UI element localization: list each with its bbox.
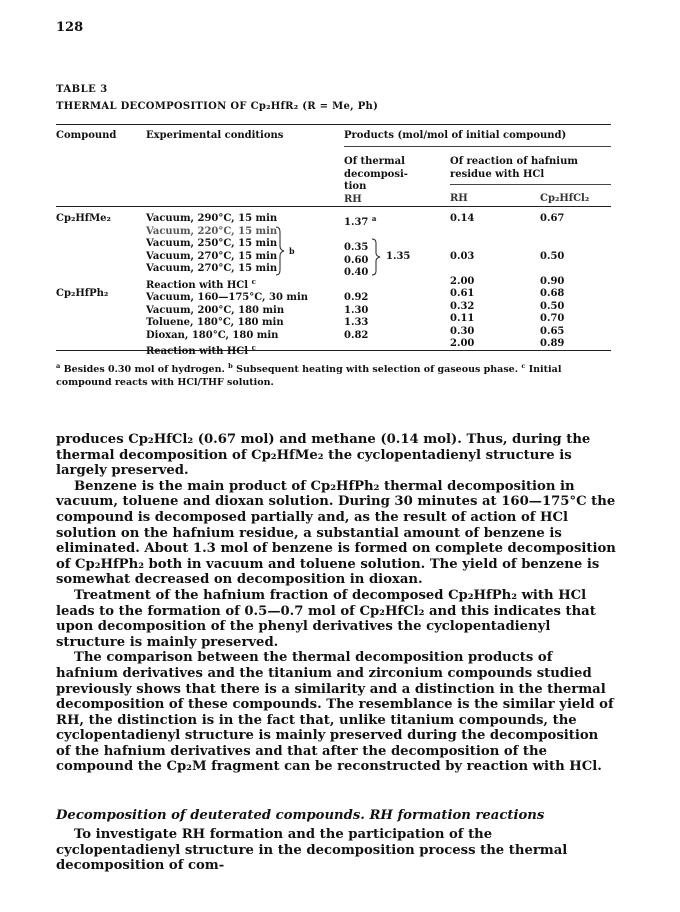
thermal-rh-value: 1.37: [344, 217, 369, 228]
header-compound: Compound: [56, 130, 117, 141]
thermal-rh-cell: 1.33: [344, 317, 369, 328]
header-thermal-rh: RH: [344, 193, 362, 205]
condition-row: [146, 342, 308, 359]
condition-row: Vacuum, 250°C, 15 min: [146, 238, 278, 249]
footnote-mark-c: c: [251, 276, 256, 286]
table-title: THERMAL DECOMPOSITION OF Cp₂HfR₂ (R = Me, Ph): [56, 101, 379, 112]
header-thermal-line3: tion: [344, 181, 367, 192]
compound-me: Cp₂HfMe₂: [56, 213, 111, 224]
hcl-cp2-cell: 0.65: [540, 325, 565, 337]
paragraph: The comparison between the thermal decomposition products of hafnium derivatives and the titanium and zirconium compounds studied previously shows that there is a similarity and a distinction in the thermal decomposition of these compounds. The resemblance is the similar yield of RH, the distinction is in the fact that, unlike titanium compounds, the cyclopentadienyl structure is mainly preserved during the decomposition of the hafnium derivatives and that after the decomposition of the compound the Cp₂M fragment can be reconstructed by reaction with HCl.: [56, 650, 614, 775]
hcl-rh-cell: [450, 238, 474, 251]
condition-text: Reaction with HCl: [146, 346, 249, 357]
hcl-cp2-cell: 0.70: [540, 313, 565, 324]
condition-row: Vacuum, 270°C, 15 min: [146, 250, 278, 262]
hcl-cp2-cell: 0.50: [540, 250, 565, 262]
paragraph: produces Cp₂HfCl₂ (0.67 mol) and methane (0.14 mol). Thus, during the thermal decomposition of Cp₂HfMe₂ the cyclopentadienyl structure is largely preserved.: [56, 432, 591, 479]
condition-row: Vacuum, 200°C, 180 min: [146, 304, 285, 316]
condition-row: Dioxan, 180°C, 180 min: [146, 329, 279, 341]
footnote-mark-b: b: [228, 362, 233, 370]
footnote-mark-a: a: [371, 214, 377, 223]
thermal-rh-cell: 1.30: [344, 304, 369, 316]
hcl-rh-column: [450, 213, 474, 351]
header-bottom-rule: [56, 206, 611, 207]
footnote-mark-a: a: [56, 362, 61, 370]
hcl-rh-cell: 0.30: [450, 325, 475, 337]
body-text-continued: [56, 827, 616, 874]
hcl-rh-cell: [450, 226, 474, 239]
header-conditions: Experimental conditions: [146, 130, 284, 141]
compound-ph: Cp₂HfPh₂: [56, 288, 109, 299]
condition-row: Vacuum, 270°C, 15 min: [146, 263, 278, 274]
condition-text: Reaction with HCl: [146, 279, 249, 291]
header-reaction-line1: Of reaction of hafnium: [450, 156, 578, 167]
hcl-cp2-cell: 0.67: [540, 213, 565, 224]
paragraph: To investigate RH formation and the participation of the cyclopentadienyl structure in the decomposition process the thermal decomposition of com-: [56, 827, 568, 874]
header-thermal: [344, 156, 408, 206]
footnote-a: Besides 0.30 mol of hydrogen.: [63, 364, 225, 375]
hcl-cp2-cell: 0.90: [540, 275, 565, 287]
header-cp2hfcl2: Cp₂HfCl₂: [540, 193, 590, 204]
hcl-rh-cell: 2.00: [450, 275, 475, 287]
header-thermal-line1: Of thermal: [344, 156, 405, 167]
page-number: 128: [56, 20, 84, 35]
section-heading: Decomposition of deuterated compounds. RH formation reactions: [56, 808, 545, 823]
hcl-cp2-cell: 0.68: [540, 288, 565, 299]
hcl-rh-cell: [450, 263, 474, 276]
reaction-rule: [450, 184, 611, 185]
thermal-rh-cell: 0.60: [344, 254, 369, 266]
hcl-rh-cell: 2.00: [450, 338, 475, 349]
body-text: [56, 432, 616, 775]
footnote-mark-c: c: [521, 362, 526, 370]
hcl-rh-cell: 0.32: [450, 300, 475, 312]
hcl-cp2hfcl2-column: [540, 213, 564, 351]
hcl-rh-cell: 0.61: [450, 288, 475, 299]
products-rule: [344, 146, 611, 147]
thermal-rh-cell: 0.92: [344, 292, 369, 303]
hcl-rh-cell: 0.14: [450, 213, 475, 224]
paragraph: Treatment of the hafnium fraction of decomposed Cp₂HfPh₂ with HCl leads to the formation of 0.5—0.7 mol of Cp₂HfCl₂ and this indicates that upon decomposition of the phenyl derivatives the cyclopentadienyl structure is mainly preserved.: [56, 587, 596, 650]
hcl-rh-cell: 0.03: [450, 250, 475, 262]
footnote-mark-c: c: [251, 343, 256, 352]
condition-row: Vacuum, 290°C, 15 min: [146, 213, 278, 224]
thermal-brace-icon: [370, 238, 382, 276]
condition-row: Vacuum, 220°C, 15 min: [146, 225, 278, 237]
condition-row: Toluene, 180°C, 180 min: [146, 317, 284, 328]
header-reaction: [450, 156, 578, 181]
table-label: TABLE 3: [56, 84, 108, 95]
table-footnotes: [56, 360, 616, 389]
hcl-cp2-cell: [540, 238, 564, 251]
thermal-rh-cell: [344, 280, 376, 293]
header-products: Products (mol/mol of initial compound): [344, 130, 567, 141]
header-reaction-rh: RH: [450, 193, 468, 204]
condition-row: [146, 276, 308, 293]
paragraph: Benzene is the main product of Cp₂HfPh₂ thermal decomposition in vacuum, toluene and dioxan solution. During 30 minutes at 160—175°C the compound is decomposed partially and, as the result of action of HCl solution on the hafnium residue, a substantial amount of benzene is eliminated. About 1.3 mol of benzene is formed on complete decomposition of Cp₂HfPh₂ both in vacuum and toluene solution. The yield of benzene is somewhat decreased on decomposition in dioxan.: [56, 478, 616, 588]
header-thermal-line2: decomposi-: [344, 168, 408, 180]
header-reaction-line2: residue with HCl: [450, 168, 545, 180]
hcl-rh-cell: 0.11: [450, 313, 475, 324]
thermal-rh-cell: 0.35: [344, 242, 369, 253]
table-top-rule: [56, 124, 611, 125]
conditions-brace-icon: [274, 226, 288, 276]
hcl-cp2-cell: 0.89: [540, 338, 565, 349]
thermal-rh-cell: 0.82: [344, 329, 369, 341]
condition-row: Vacuum, 160—175°C, 30 min: [146, 292, 309, 303]
footnote-mark-b: b: [289, 246, 295, 256]
thermal-rh-column: [344, 213, 376, 342]
hcl-cp2-cell: [540, 226, 564, 239]
thermal-rh-cell: [344, 213, 376, 230]
footnote-b: Subsequent heating with selection of gaseous phase.: [236, 364, 519, 375]
table-bottom-rule: [56, 350, 611, 351]
thermal-rh-cell: 0.40: [344, 267, 369, 278]
thermal-grouped-total: 1.35: [386, 251, 411, 262]
hcl-cp2-cell: [540, 263, 564, 276]
hcl-cp2-cell: 0.50: [540, 300, 565, 312]
footnote-c: Initial compound reacts with HCl/THF solution.: [56, 364, 562, 388]
